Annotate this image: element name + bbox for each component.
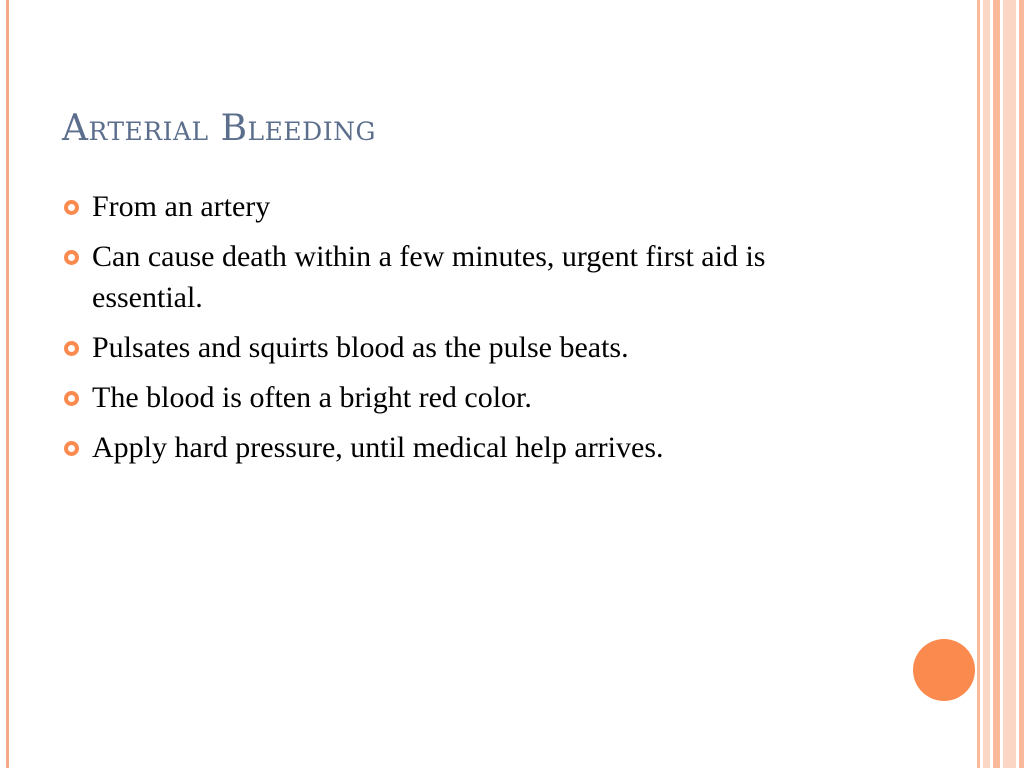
- bullet-item: [62, 377, 852, 418]
- bullet-list: [62, 186, 852, 477]
- bullet-text: From an artery: [92, 190, 271, 223]
- bullet-text: Can cause death within a few minutes, urgent first aid is essential.: [92, 240, 766, 314]
- bullet-item: [62, 327, 852, 368]
- bullet-item: [62, 427, 852, 468]
- left-border-decoration: [6, 0, 9, 768]
- bullet-text: The blood is often a bright red color.: [92, 381, 532, 414]
- right-stripe-decoration: [977, 0, 980, 768]
- bullet-ring-icon: [64, 441, 79, 456]
- bullet-ring-icon: [64, 341, 79, 356]
- right-stripe-decoration: [993, 0, 1000, 768]
- orange-circle-decoration: [913, 639, 975, 701]
- bullet-ring-icon: [64, 391, 79, 406]
- bullet-text: Apply hard pressure, until medical help arrives.: [92, 431, 664, 464]
- bullet-ring-icon: [64, 200, 79, 215]
- slide-title: Arterial Bleeding: [62, 108, 376, 149]
- right-stripe-decoration: [1003, 0, 1016, 768]
- bullet-item: [62, 186, 852, 227]
- right-stripe-decoration: [983, 0, 990, 768]
- bullet-text: Pulsates and squirts blood as the pulse beats.: [92, 331, 629, 364]
- right-stripe-decoration: [1019, 0, 1024, 768]
- bullet-ring-icon: [64, 250, 79, 265]
- bullet-item: [62, 236, 852, 318]
